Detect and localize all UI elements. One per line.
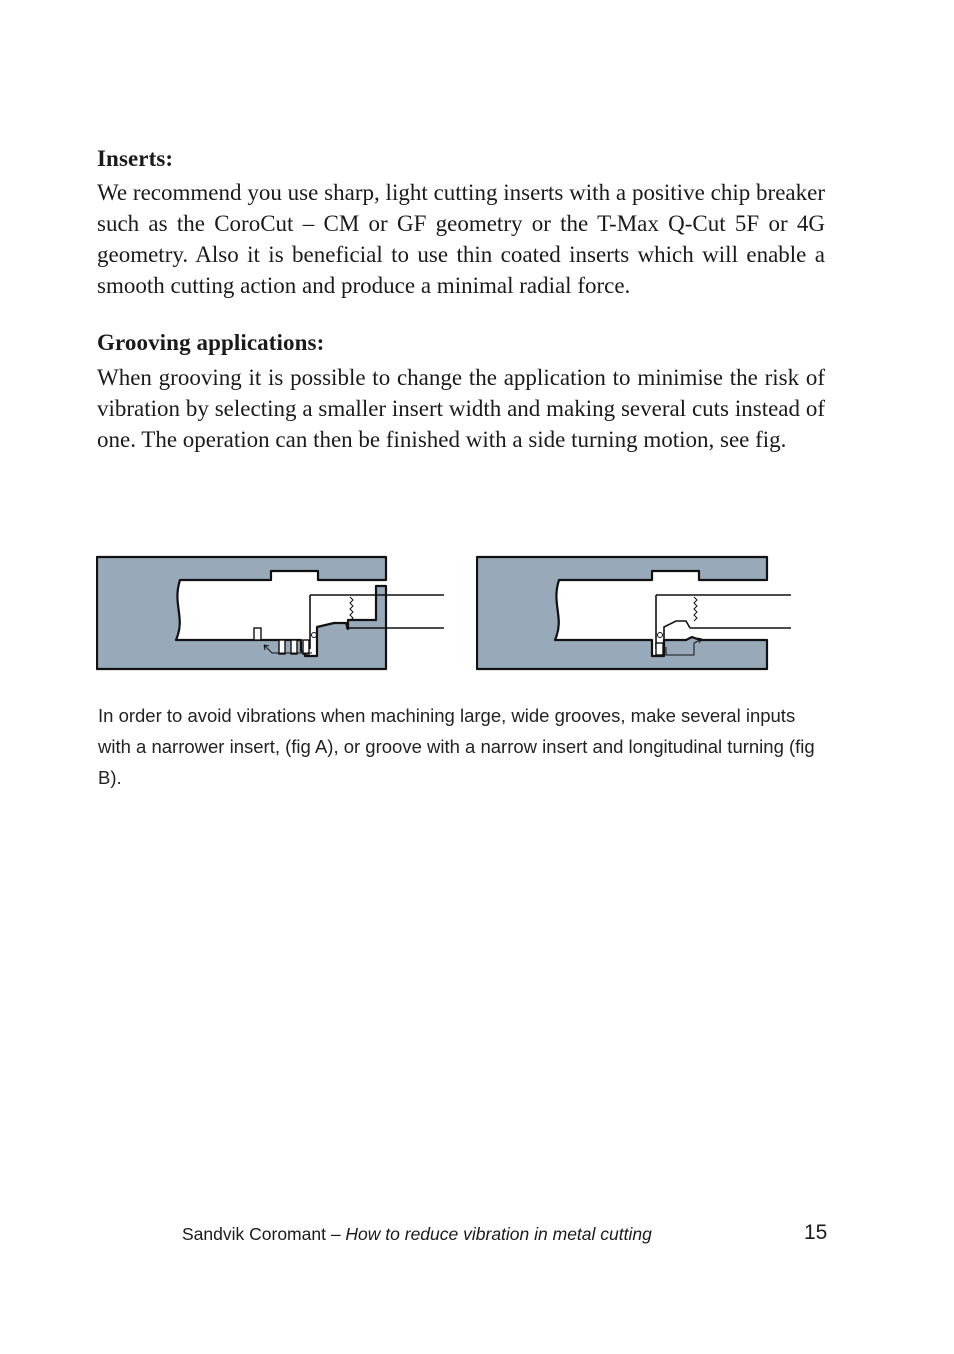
footer-publisher: Sandvik Coromant – xyxy=(182,1224,346,1244)
figure-b-grooving-diagram xyxy=(476,555,796,673)
figure-a-grooving-diagram xyxy=(96,555,448,673)
workpiece-cross-section xyxy=(477,557,767,669)
inserts-paragraph: We recommend you use sharp, light cutting inserts with a positive chip breaker such as the CoroCut – CM or GF geometry or the T-Max Q-Cut 5F or 4G geometry. Also it is beneficial to use thin coated inserts which will enable a smooth cutting action and produce a minimal radial force. xyxy=(97,180,825,298)
footer-title: How to reduce vibration in metal cutting xyxy=(345,1224,652,1244)
serration-mark xyxy=(694,597,697,621)
insert-pos-3 xyxy=(291,640,297,654)
insert-pos-4 xyxy=(303,640,309,654)
screw-icon xyxy=(312,633,317,638)
grooving-paragraph: When grooving it is possible to change the application to minimise the risk of vibration by selecting a smaller insert width and making several cuts instead of one. The operation can then be finished with a side turning motion, see fig. xyxy=(97,365,825,452)
serration-mark xyxy=(350,597,353,621)
insert-pos-2 xyxy=(279,640,285,654)
insert-pos-1 xyxy=(254,628,261,640)
screw-icon xyxy=(658,633,663,638)
workpiece-cross-section xyxy=(97,557,386,669)
grooving-heading: Grooving applications: xyxy=(97,330,325,355)
inserts-heading: Inserts: xyxy=(97,146,174,171)
page-footer xyxy=(182,1224,652,1245)
figure-caption: In order to avoid vibrations when machining large, wide grooves, make several inputs with a narrower insert, (fig A), or groove with a narrow insert and longitudinal turning (fig B). xyxy=(98,705,815,788)
page-number: 15 xyxy=(804,1221,828,1244)
insert xyxy=(656,643,663,655)
